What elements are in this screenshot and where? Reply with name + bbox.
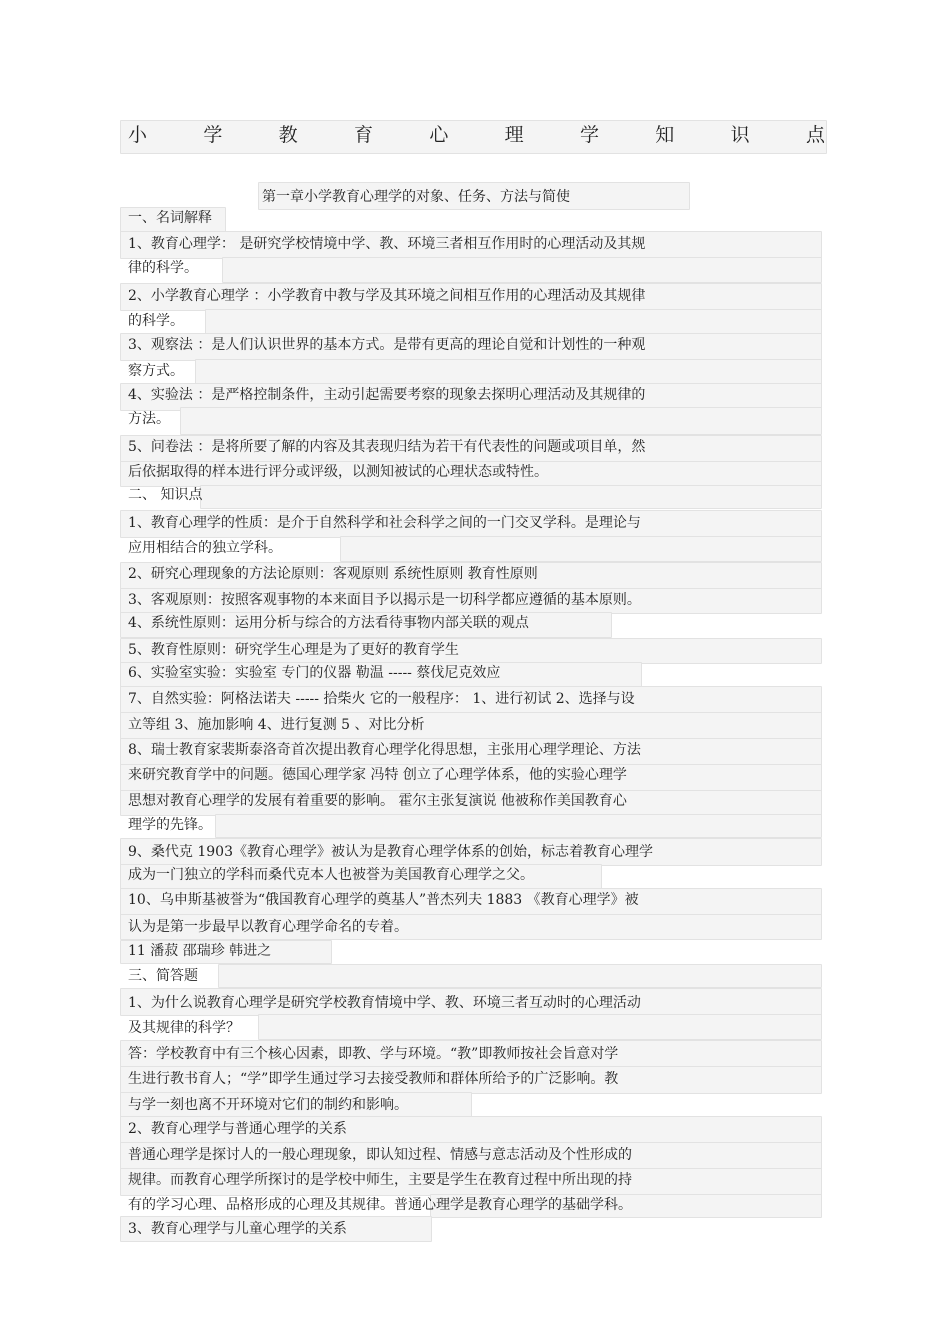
scan-box [258,1014,822,1040]
document-title [128,120,825,150]
title-char: 学 [203,124,223,146]
text-line: 成为一门独立的学科而桑代克本人也被誉为美国教育心理学之父。 [128,867,534,883]
title-char: 教 [278,124,298,146]
text-line: 1、教育心理学的性质：是介于自然科学和社会科学之间的一门交叉学科。是理论与 [128,515,641,531]
text-line: 与学一刻也离不开环境对它们的制约和影响。 [128,1097,408,1113]
scan-box [205,309,822,335]
scan-box [340,536,822,562]
text-line: 三、简答题 [128,968,198,984]
scan-box [180,407,822,435]
text-line: 的科学。 [128,313,184,329]
title-char: 心 [429,124,449,146]
text-line: 4、实验法 ：是严格控制条件，主动引起需要考察的现象去探明心理活动及其规律的 [128,387,646,403]
scan-box [215,814,822,838]
title-char: 育 [353,124,373,146]
text-line: 6、实验室实验：实验室 专门的仪器 勒温 ----- 蔡伐尼克效应 [128,665,501,681]
text-line: 律的科学。 [128,260,198,276]
text-line: 10、乌申斯基被誉为“俄国教育心理学的奠基人”普杰列夫 1883 《教育心理学》被 [128,892,639,908]
text-line: 2、小学教育心理学 ：小学教育中教与学及其环境之间相互作用的心理活动及其规律 [128,288,646,304]
text-line: 1、教育心理学： 是研究学校情境中学、教、环境三者相互作用时的心理活动及其规 [128,236,646,252]
text-line: 认为是第一步最早以教育心理学命名的专着。 [128,919,408,935]
title-char: 小 [128,124,148,146]
text-line: 来研究教育学中的问题。德国心理学家 冯特 创立了心理学体系，他的实验心理学 [128,767,627,783]
text-line: 应用相结合的独立学科。 [128,540,282,556]
title-char: 识 [730,124,750,146]
text-line: 生进行教书育人；“学”即学生通过学习去接受教师和群体所给予的广泛影响。教 [128,1071,619,1087]
text-line: 及其规律的科学？ [128,1020,240,1036]
text-line: 二、 知识点 [128,487,203,503]
text-line: 4、系统性原则：运用分析与综合的方法看待事物内部关联的观点 [128,615,529,631]
text-line: 3、观察法 ：是人们认识世界的基本方式。是带有更高的理论自觉和计划性的一种观 [128,337,646,353]
text-line: 规律。而教育心理学所探讨的是学校中师生，主要是学生在教育过程中所出现的持 [128,1172,632,1188]
scan-box [218,964,822,988]
text-line: 一、名词解释 [128,210,212,226]
chapter-heading: 第一章小学教育心理学的对象、任务、方法与简使 [262,189,570,205]
text-line: 普通心理学是探讨人的一般心理现象，即认知过程、情感与意志活动及个性形成的 [128,1147,632,1163]
text-line: 有的学习心理、品格形成的心理及其规律。普通心理学是教育心理学的基础学科。 [128,1197,632,1213]
text-line: 察方式。 [128,363,184,379]
title-char: 知 [655,124,675,146]
text-line: 思想对教育心理学的发展有着重要的影响。 霍尔主张复演说 他被称作美国教育心 [128,793,627,809]
text-line: 2、研究心理现象的方法论原则：客观原则 系统性原则 教育性原则 [128,566,538,582]
text-line: 5、问卷法 ：是将所要了解的内容及其表现归结为若干有代表性的问题或项目单，然 [128,439,646,455]
scan-box [222,257,822,283]
text-line: 11 潘菽 邵瑞珍 韩进之 [128,943,272,959]
title-char: 学 [579,124,599,146]
text-line: 9、桑代克 1903《教育心理学》被认为是教育心理学体系的创始，标志着教育心理学 [128,844,653,860]
title-char: 点 [805,124,825,146]
text-line: 理学的先锋。 [128,817,212,833]
text-line: 8、瑞士教育家裴斯泰洛奇首次提出教育心理学化得思想，主张用心理学理论、方法 [128,742,641,758]
text-line: 答：学校教育中有三个核心因素，即教、学与环境。“教”即教师按社会旨意对学 [128,1046,619,1062]
text-line: 后依据取得的样本进行评分或评级，以测知被试的心理状态或特性。 [128,464,548,480]
text-line: 1、为什么说教育心理学是研究学校教育情境中学、教、环境三者互动时的心理活动 [128,995,641,1011]
text-line: 3、教育心理学与儿童心理学的关系 [128,1221,347,1237]
text-line: 5、教育性原则：研究学生心理是为了更好的教育学生 [128,642,459,658]
text-line: 立等组 3、施加影响 4、进行复测 5 、对比分析 [128,717,425,733]
text-line: 7、自然实验：阿格法诺夫 ----- 拾柴火 它的一般程序： 1、进行初试 2、选择与设 [128,691,635,707]
scan-box [200,485,822,509]
text-line: 2、教育心理学与普通心理学的关系 [128,1121,347,1137]
scan-box [195,359,822,385]
text-line: 方法。 [128,411,170,427]
title-char: 理 [504,124,524,146]
text-line: 3、客观原则：按照客观事物的本来面目予以揭示是一切科学都应遵循的基本原则。 [128,592,641,608]
